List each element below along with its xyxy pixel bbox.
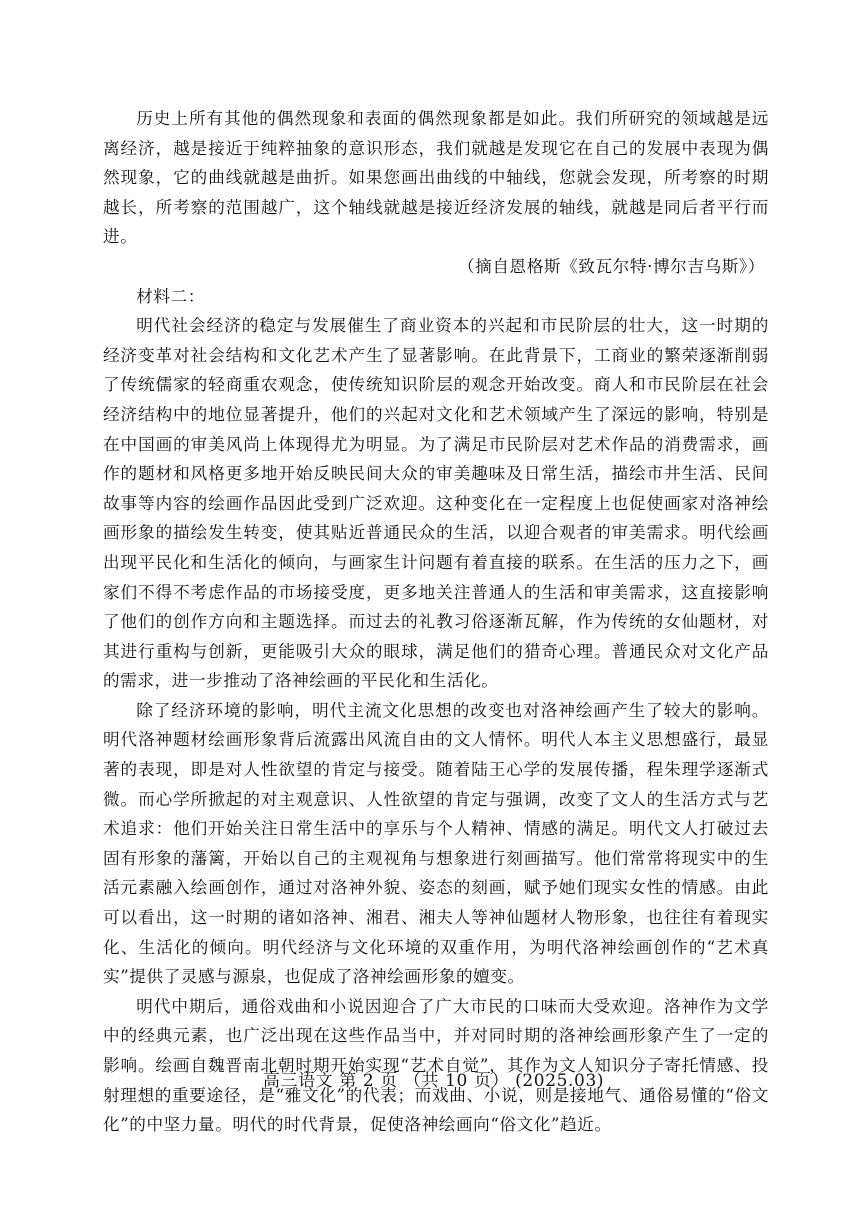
paragraph-culture: 除了经济环境的影响，明代主流文化思想的改变也对洛神绘画产生了较大的影响。明代洛神题材绘画形象背后流露出风流自由的文人情怀。明代人本主义思想盛行，最显著的表现，即是对人性欲望的肯定与接受。随着陆王心学的发展传播，程朱理学逐渐式微。而心学所掀起的对主观意识、人性欲望的肯定与强调，改变了文人的生活方式与艺术追求：他们开始关注日常生活中的享乐与个人精神、情感的满足。明代文人打破过去固有形象的藩篱，开始以自己的主观视角与想象进行刻画描写。他们常常将现实中的生活元素融入绘画创作，通过对洛神外貌、姿态的刻画，赋予她们现实女性的情感。由此可以看出，这一时期的诸如洛神、湘君、湘夫人等神仙题材人物形象，也往往有着现实化、生活化的倾向。明代经济与文化环境的双重作用，为明代洛神绘画创作的“艺术真实”提供了灵感与源泉，也促成了洛神绘画形象的嬗变。 (103, 700, 769, 987)
material-two-label: 材料二： (136, 286, 205, 306)
paragraph-economy: 明代社会经济的稳定与发展催生了商业资本的兴起和市民阶层的壮大，这一时期的经济变革对社会结构和文化艺术产生了显著影响。在此背景下，工商业的繁荣逐渐削弱了传统儒家的轻商重农观念，使传统知识阶层的观念开始改变。商人和市民阶层在社会经济结构中的地位显著提升，他们的兴起对文化和艺术领域产生了深远的影响，特别是在中国画的审美风尚上体现得尤为明显。为了满足市民阶层对艺术作品的消费需求，画作的题材和风格更多地开始反映民间大众的审美趣味及日常生活，描绘市井生活、民间故事等内容的绘画作品因此受到广泛欢迎。这种变化在一定程度上也促使画家对洛神绘画形象的描绘发生转变，使其贴近普通民众的生活，以迎合观者的审美需求。明代绘画出现平民化和生活化的倾向，与画家生计问题有着直接的联系。在生活的压力之下，画家们不得不考虑作品的市场接受度，更多地关注普通人的生活和审美需求，这直接影响了他们的创作方向和主题选择。而过去的礼教习俗逐渐瓦解，作为传统的女仙题材，对其进行重构与创新，更能吸引大众的眼球，满足他们的猎奇心理。普通民众对文化产品的需求，进一步推动了洛神绘画的平民化和生活化。 (103, 316, 769, 691)
page-footer: 高三语文 第 2 页 （共 10 页） (2025.03) (262, 1071, 605, 1091)
article-body (103, 104, 769, 1140)
paragraph-engels-quote: 历史上所有其他的偶然现象和表面的偶然现象都是如此。我们所研究的领域越是远离经济，越是接近于纯粹抽象的意识形态，我们就越是发现它在自己的发展中表现为偶然现象，它的曲线就越是曲折。如果您画出曲线的中轴线，您就会发现，所考察的时期越长，所考察的范围越广，这个轴线就越是接近经济发展的轴线，就越是同后者平行而进。 (103, 109, 769, 247)
source-citation: （摘自恩格斯《致瓦尔特·博尔吉乌斯》） (457, 256, 765, 276)
paragraph-popular-culture: 明代中期后，通俗戏曲和小说因迎合了广大市民的口味而大受欢迎。洛神作为文学中的经典元素，也广泛出现在这些作品当中，并对同时期的洛神绘画形象产生了一定的影响。绘画自魏晋南北朝时期开始实现“艺术自觉”，其作为文人知识分子寄托情感、投射理想的重要途径，是“雅文化”的代表；而戏曲、小说，则是接地气、通俗易懂的“俗文化”的中坚力量。明代的时代背景，促使洛神绘画向“俗文化”趋近。 (103, 996, 769, 1135)
